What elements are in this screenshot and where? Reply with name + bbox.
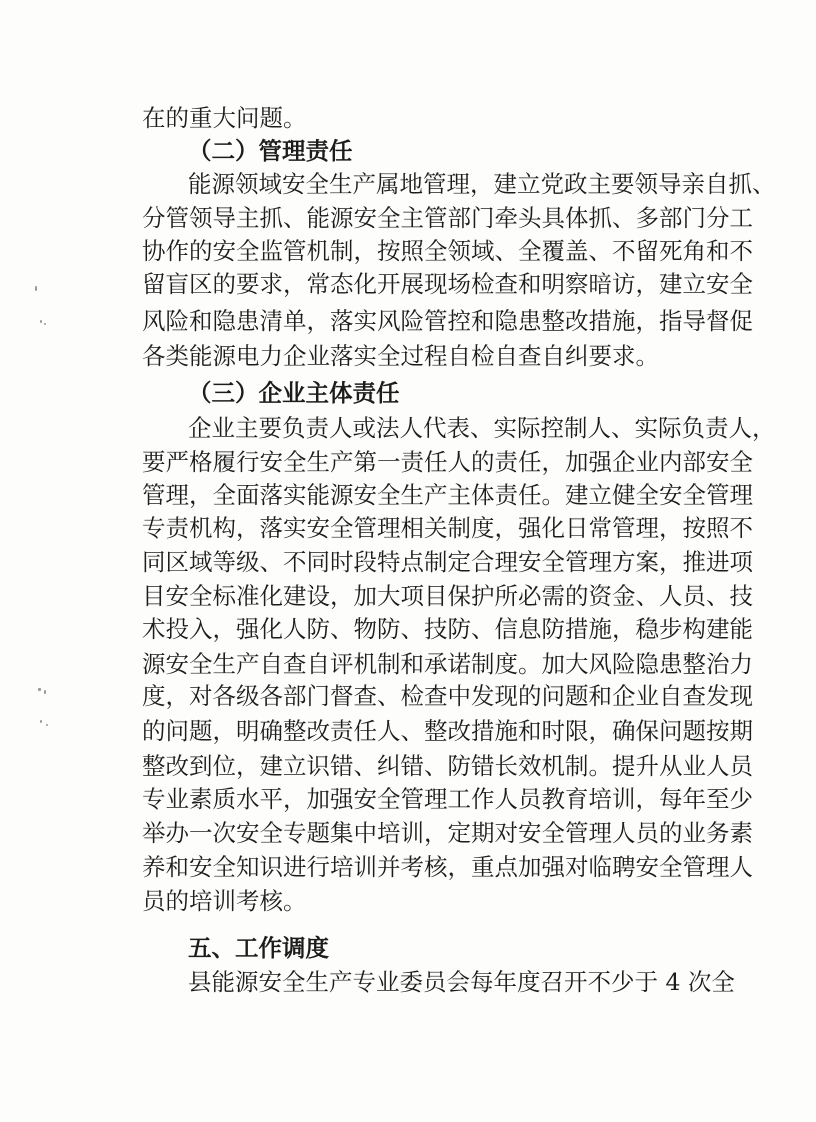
body-text-line: 风险和隐患清单，落实风险管控和隐患整改措施，指导督促 bbox=[142, 307, 753, 335]
scan-speck bbox=[40, 720, 42, 723]
body-text-line: 县能源安全生产专业委员会每年度召开不少于 4 次全 bbox=[188, 968, 735, 996]
body-text-line: 专业素质水平，加强安全管理工作人员教育培训，每年至少 bbox=[142, 785, 753, 813]
scan-speck bbox=[46, 724, 48, 726]
body-text-line: 分管领导主抓、能源安全主管部门牵头具体抓、多部门分工 bbox=[142, 204, 753, 232]
body-text-line: 留盲区的要求，常态化开展现场检查和明察暗访，建立安全 bbox=[142, 270, 753, 298]
body-text-line: 企业主要负责人或法人代表、实际控制人、实际负责人， bbox=[188, 414, 776, 442]
body-text-line: 各类能源电力企业落实全过程自检自查自纠要求。 bbox=[142, 342, 659, 370]
scan-speck bbox=[35, 286, 37, 291]
body-text-line: 度，对各级各部门督查、检查中发现的问题和企业自查发现 bbox=[142, 682, 753, 710]
section-heading: （二）管理责任 bbox=[188, 137, 353, 165]
section-heading: （三）企业主体责任 bbox=[188, 379, 400, 407]
body-text-line: 同区域等级、不同时段特点制定合理安全管理方案，推进项 bbox=[142, 548, 753, 576]
scan-speck bbox=[44, 690, 46, 694]
scan-speck bbox=[38, 688, 41, 691]
body-text-line: 的问题，明确整改责任人、整改措施和时限，确保问题按期 bbox=[142, 717, 753, 745]
body-text-line: 员的培训考核。 bbox=[142, 887, 307, 915]
body-text-line: 整改到位，建立识错、纠错、防错长效机制。提升从业人员 bbox=[142, 752, 753, 780]
body-text-line: 在的重大问题。 bbox=[142, 104, 307, 132]
body-text-line: 要严格履行安全生产第一责任人的责任，加强企业内部安全 bbox=[142, 448, 753, 476]
body-text-line: 目安全标准化建设，加大项目保护所必需的资金、人员、技 bbox=[142, 582, 753, 610]
scan-speck bbox=[40, 320, 42, 323]
body-text-line: 协作的安全监管机制，按照全领域、全覆盖、不留死角和不 bbox=[142, 237, 753, 265]
body-text-line: 源安全生产自查自评机制和承诺制度。加大风险隐患整治力 bbox=[142, 650, 753, 678]
body-text-line: 术投入，强化人防、物防、技防、信息防措施，稳步构建能 bbox=[142, 615, 753, 643]
body-text-line: 专责机构，落实安全管理相关制度，强化日常管理，按照不 bbox=[142, 514, 753, 542]
section-heading: 五、工作调度 bbox=[188, 934, 329, 962]
body-text-line: 管理，全面落实能源安全生产主体责任。建立健全安全管理 bbox=[142, 481, 753, 509]
body-text-line: 养和安全知识进行培训并考核，重点加强对临聘安全管理人 bbox=[142, 853, 753, 881]
scan-speck bbox=[44, 323, 46, 325]
body-text-line: 举办一次安全专题集中培训，定期对安全管理人员的业务素 bbox=[142, 819, 753, 847]
body-text-line: 能源领域安全生产属地管理，建立党政主要领导亲自抓、 bbox=[188, 170, 776, 198]
